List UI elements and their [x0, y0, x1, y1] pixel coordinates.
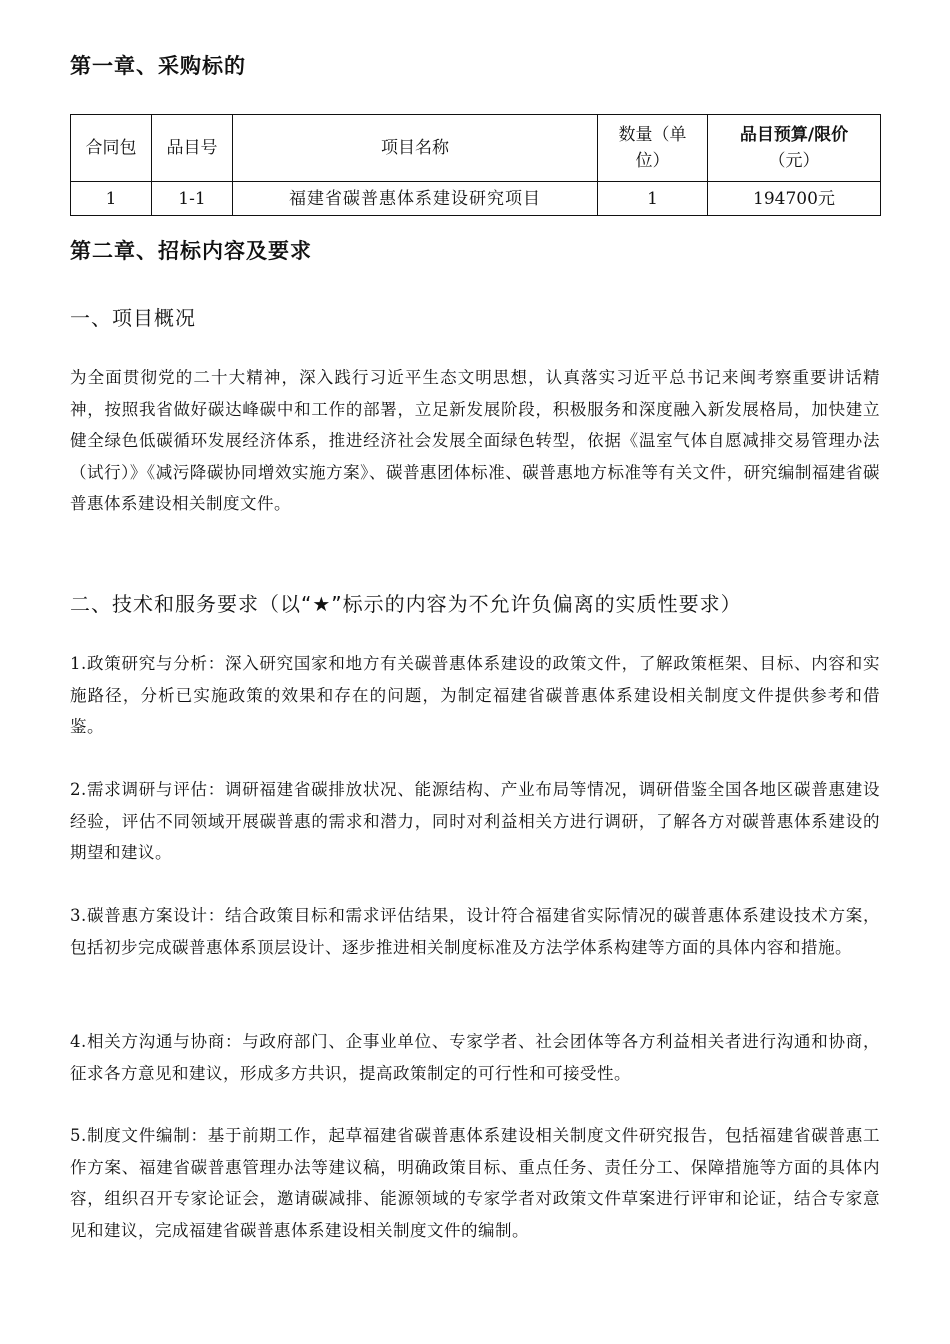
- section-2-title: 二、技术和服务要求（以“★”标示的内容为不允许负偏离的实质性要求）: [70, 592, 742, 616]
- chapter-1-title: 第一章、采购标的: [70, 54, 246, 78]
- cell-quantity: 1: [598, 182, 708, 216]
- header-budget-line1: 品目预算/限价: [739, 125, 849, 145]
- table-header-row: [71, 115, 881, 182]
- table-row: [71, 182, 881, 216]
- section-1-body: 为全面贯彻党的二十大精神，深入践行习近平生态文明思想，认真落实习近平总书记来闽考察重要讲话精神，按照我省做好碳达峰碳中和工作的部署，立足新发展阶段，积极服务和深度融入新发展格局，加快建立健全绿色低碳循环发展经济体系，推进经济社会发展全面绿色转型，依据《温室气体自愿减排交易管理办法（试行）》《减污降碳协同增效实施方案》、碳普惠团体标准、碳普惠地方标准等有关文件，研究编制福建省碳普惠体系建设相关制度文件。: [70, 368, 880, 513]
- requirement-item-1: 1.政策研究与分析：深入研究国家和地方有关碳普惠体系建设的政策文件，了解政策框架、目标、内容和实施路径，分析已实施政策的效果和存在的问题，为制定福建省碳普惠体系建设相关制度文件提供参考和借鉴。: [70, 654, 880, 736]
- requirement-item-5: 5.制度文件编制：基于前期工作，起草福建省碳普惠体系建设相关制度文件研究报告，包括福建省碳普惠工作方案、福建省碳普惠管理办法等建议稿，明确政策目标、重点任务、责任分工、保障措施等方面的具体内容，组织召开专家论证会，邀请碳减排、能源领域的专家学者对政策文件草案进行评审和论证，结合专家意见和建议，完成福建省碳普惠体系建设相关制度文件的编制。: [70, 1126, 880, 1240]
- requirement-item-3: 3.碳普惠方案设计：结合政策目标和需求评估结果，设计符合福建省实际情况的碳普惠体系建设技术方案，包括初步完成碳普惠体系顶层设计、逐步推进相关制度标准及方法学体系构建等方面的具体内容和措施。: [70, 906, 880, 957]
- cell-item-no: 1-1: [152, 182, 233, 216]
- section-1-title: 一、项目概况: [70, 306, 196, 330]
- cell-package: 1: [71, 182, 152, 216]
- cell-project-name: 福建省碳普惠体系建设研究项目: [233, 182, 598, 216]
- cell-budget: 194700元: [708, 182, 881, 216]
- header-project-name: 项目名称: [233, 115, 598, 182]
- chapter-2-title: 第二章、招标内容及要求: [70, 239, 312, 263]
- header-quantity-line2: 位）: [635, 151, 670, 171]
- requirement-item-4: 4.相关方沟通与协商：与政府部门、企事业单位、专家学者、社会团体等各方利益相关者进行沟通和协商，征求各方意见和建议，形成多方共识，提高政策制定的可行性和可接受性。: [70, 1032, 880, 1083]
- header-quantity: [598, 115, 708, 182]
- header-budget-line2: （元）: [768, 151, 820, 171]
- header-package: 合同包: [71, 115, 152, 182]
- header-quantity-line1: 数量（单: [618, 125, 687, 145]
- header-item-no: 品目号: [152, 115, 233, 182]
- procurement-table: [70, 114, 881, 216]
- requirement-item-2: 2.需求调研与评估：调研福建省碳排放状况、能源结构、产业布局等情况，调研借鉴全国各地区碳普惠建设经验，评估不同领域开展碳普惠的需求和潜力，同时对利益相关方进行调研，了解各方对碳普惠体系建设的期望和建议。: [70, 780, 880, 862]
- header-budget: [708, 115, 881, 182]
